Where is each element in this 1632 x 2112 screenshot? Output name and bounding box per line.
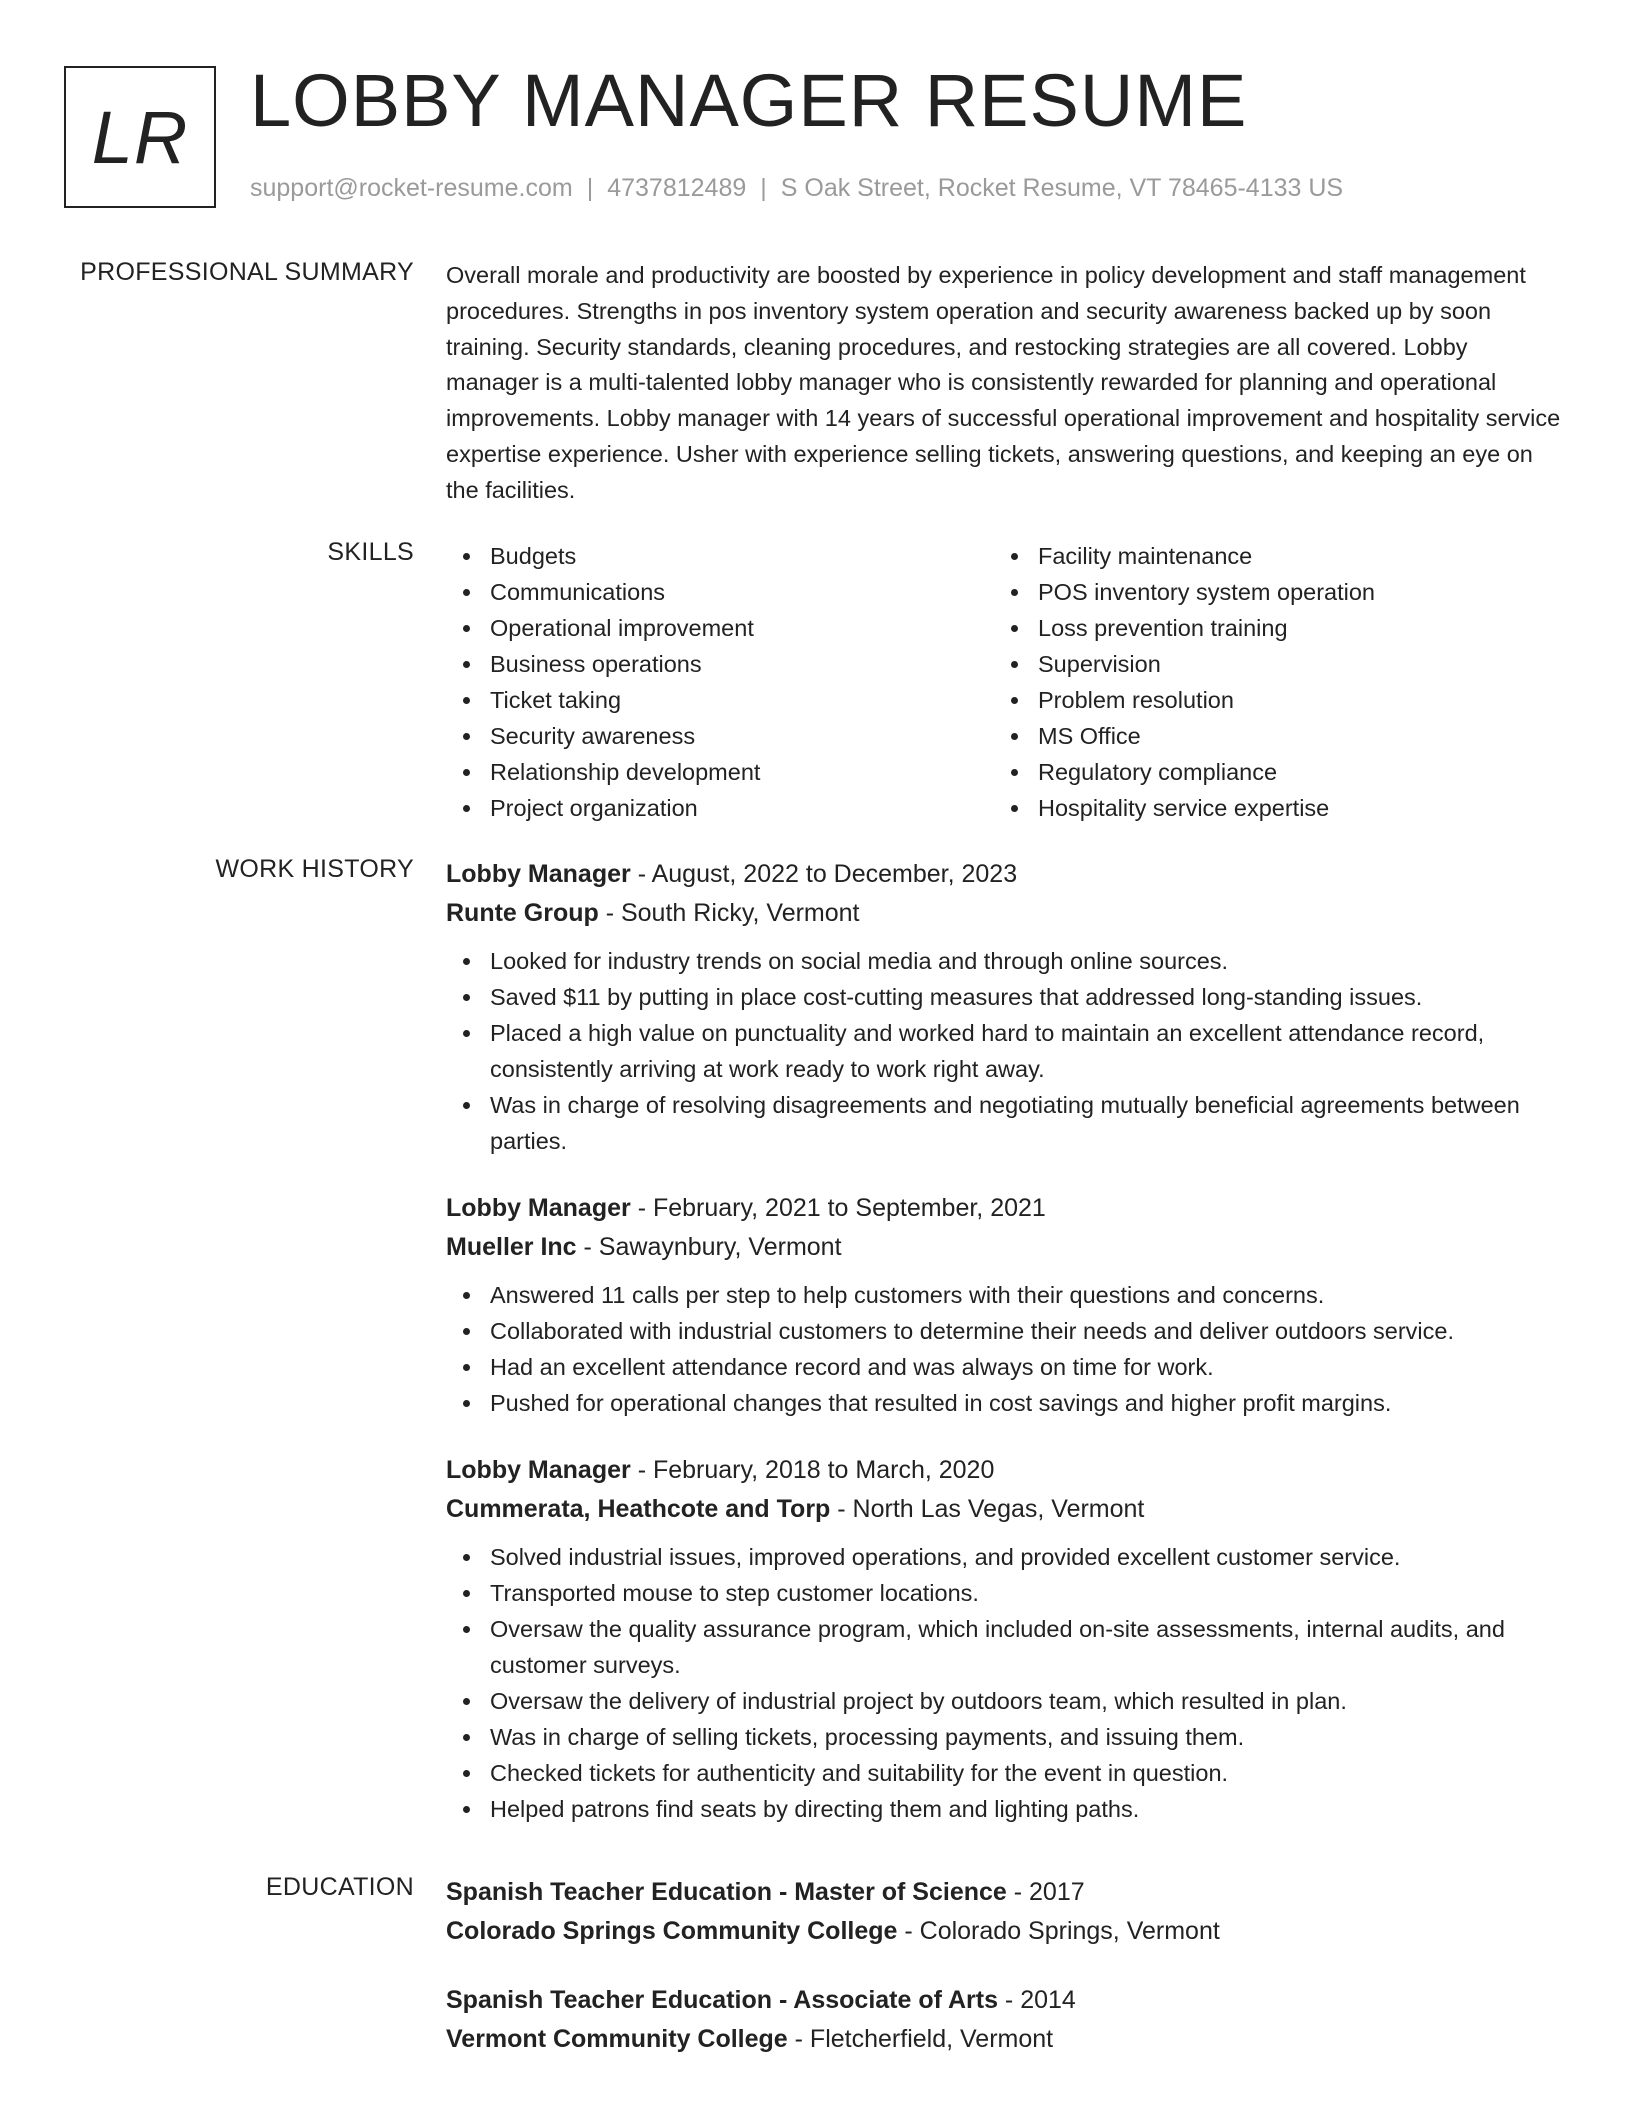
contact-separator: | [760,174,767,202]
monogram-initials: LR [91,95,189,179]
education-year: - 2014 [997,1986,1076,2014]
job-title: Lobby Manager [446,1194,631,1222]
education-location: - Fletcherfield, Vermont [787,2025,1054,2053]
education-school-line [446,2020,1561,2059]
skills-list-left [446,538,994,826]
job-dates: - August, 2022 to December, 2023 [630,860,1018,888]
job-bullet-list [446,1539,1561,1827]
job-bullet: Placed a high value on punctuality and worked hard to maintain an excellent attendance record, consistently arriving at work ready to work right away. [446,1015,1561,1087]
education-degree: Spanish Teacher Education - Associate of Arts [446,1986,998,2014]
job-bullet: Looked for industry trends on social media and through online sources. [446,943,1561,979]
job-bullet: Solved industrial issues, improved operations, and provided excellent customer service. [446,1539,1561,1575]
job-title: Lobby Manager [446,1456,631,1484]
job-company: Cummerata, Heathcote and Torp [446,1495,831,1523]
education-school-line [446,1912,1561,1951]
skills-body [446,538,1561,826]
summary-text: Overall morale and productivity are boosted by experience in policy development and staff management procedures. Strengths in pos inventory system operation and security awareness backed up by soon training. Security standards, cleaning procedures, and restocking strategies are all covered. Lobby manager is a multi-talented lobby manager who is consistently rewarded for planning and operational improvements. Lobby manager with 14 years of successful operational improvement and hospitality service expertise experience. Usher with experience selling tickets, answering questions, and keeping an eye on the facilities. [446,262,1561,503]
job-company-line [446,894,1561,933]
job-location: - Sawaynbury, Vermont [576,1233,842,1261]
section-label-education: EDUCATION [265,1873,414,1901]
skills-list-right [994,538,1542,826]
job-company: Mueller Inc [446,1233,577,1261]
skill-item: Loss prevention training [994,610,1542,646]
skill-item: Budgets [446,538,994,574]
job-bullet: Saved $11 by putting in place cost-cutting measures that addressed long-standing issues. [446,979,1561,1015]
job-title-line [446,1189,1561,1228]
education-entry [446,1873,1561,1951]
contact-phone: 4737812489 [607,174,747,202]
education-body [446,1873,1561,2089]
skill-item: Relationship development [446,754,994,790]
job-bullet: Oversaw the delivery of industrial project by outdoors team, which resulted in plan. [446,1683,1561,1719]
work-history-body [446,855,1561,1857]
job-location: - North Las Vegas, Vermont [830,1495,1145,1523]
job-bullet: Answered 11 calls per step to help customers with their questions and concerns. [446,1277,1561,1313]
contact-line [250,174,1343,203]
education-location: - Colorado Springs, Vermont [897,1917,1220,1945]
job-location: - South Ricky, Vermont [598,899,860,927]
skill-item: Business operations [446,646,994,682]
job-entry [446,1189,1561,1421]
skill-item: Facility maintenance [994,538,1542,574]
job-bullet-list [446,943,1561,1159]
job-bullet: Collaborated with industrial customers to determine their needs and deliver outdoors service. [446,1313,1561,1349]
contact-address: S Oak Street, Rocket Resume, VT 78465-4133 US [780,174,1344,202]
job-bullet: Pushed for operational changes that resulted in cost savings and higher profit margins. [446,1385,1561,1421]
skill-item: Operational improvement [446,610,994,646]
job-dates: - February, 2018 to March, 2020 [630,1456,995,1484]
job-entry [446,855,1561,1159]
job-company: Runte Group [446,899,599,927]
education-entry [446,1981,1561,2059]
job-bullet: Was in charge of selling tickets, processing payments, and issuing them. [446,1719,1561,1755]
section-label-skills: SKILLS [327,538,414,566]
education-school: Vermont Community College [446,2025,788,2053]
contact-separator: | [586,174,594,202]
skill-item: POS inventory system operation [994,574,1542,610]
skill-item: Ticket taking [446,682,994,718]
job-title-line [446,1451,1561,1490]
skill-item: MS Office [994,718,1542,754]
job-bullet: Was in charge of resolving disagreements and negotiating mutually beneficial agreements between parties. [446,1087,1561,1159]
education-degree: Spanish Teacher Education - Master of Science [446,1878,1007,1906]
job-bullet: Oversaw the quality assurance program, which included on-site assessments, internal audits, and customer surveys. [446,1611,1561,1683]
skill-item: Problem resolution [994,682,1542,718]
education-year: - 2017 [1006,1878,1085,1906]
job-company-line [446,1228,1561,1267]
education-degree-line [446,1873,1561,1912]
education-degree-line [446,1981,1561,2020]
job-dates: - February, 2021 to September, 2021 [630,1194,1046,1222]
monogram-logo [64,66,216,208]
skill-item: Hospitality service expertise [994,790,1542,826]
job-company-line [446,1490,1561,1529]
skill-item: Regulatory compliance [994,754,1542,790]
job-bullet: Checked tickets for authenticity and suitability for the event in question. [446,1755,1561,1791]
skill-item: Security awareness [446,718,994,754]
skill-item: Supervision [994,646,1542,682]
job-bullet: Transported mouse to step customer locations. [446,1575,1561,1611]
skill-item: Project organization [446,790,994,826]
job-title-line [446,855,1561,894]
job-bullet-list [446,1277,1561,1421]
skill-item: Communications [446,574,994,610]
job-bullet: Had an excellent attendance record and was always on time for work. [446,1349,1561,1385]
contact-email: support@rocket-resume.com [250,174,573,202]
education-school: Colorado Springs Community College [446,1917,898,1945]
resume-title: LOBBY MANAGER RESUME [250,59,1248,142]
job-bullet: Helped patrons find seats by directing them and lighting paths. [446,1791,1561,1827]
section-label-work: WORK HISTORY [215,855,414,883]
job-title: Lobby Manager [446,860,631,888]
job-entry [446,1451,1561,1827]
section-label-summary: PROFESSIONAL SUMMARY [80,258,414,286]
